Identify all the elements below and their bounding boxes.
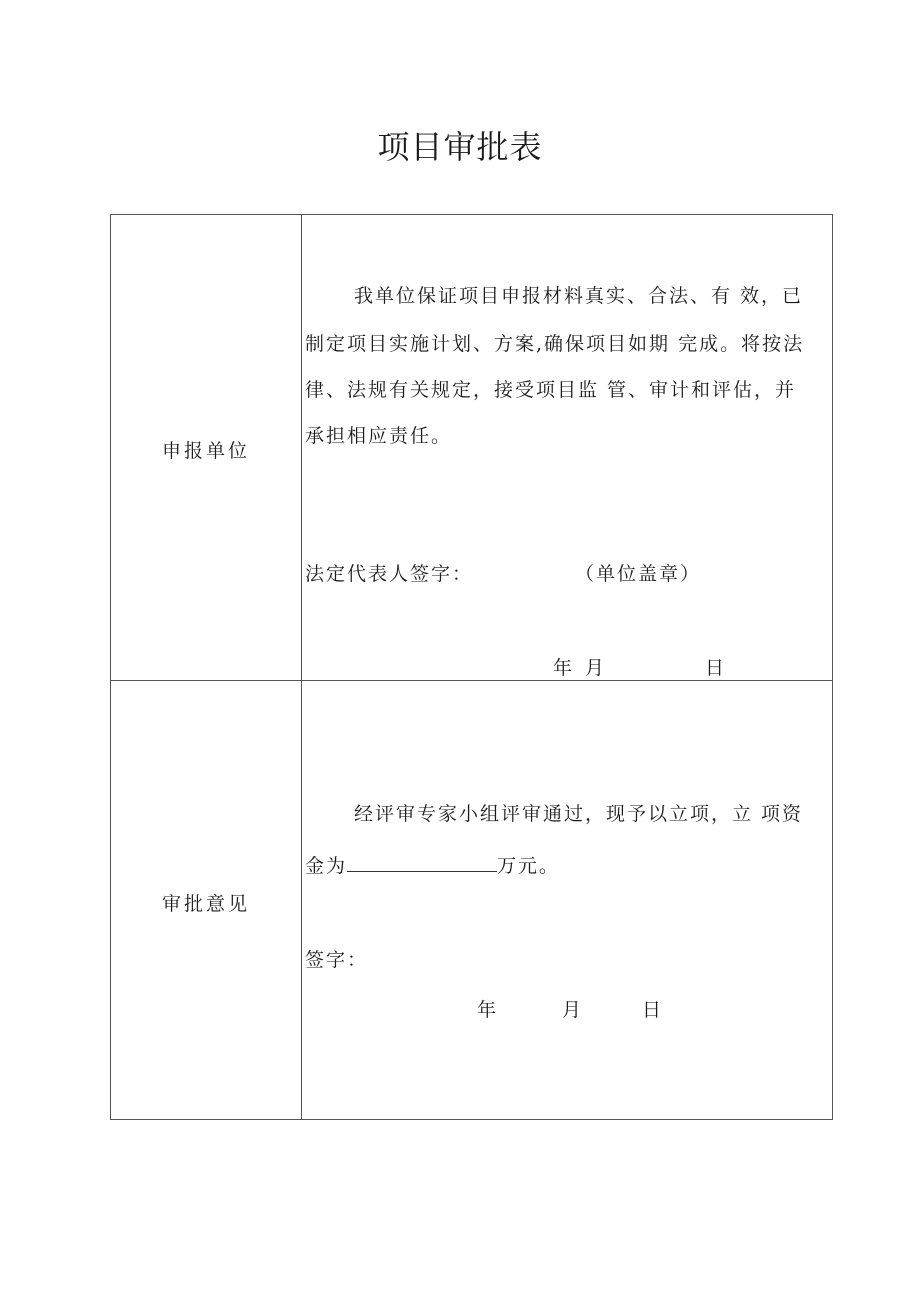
- approval-date-month: 月: [562, 999, 582, 1021]
- applicant-unit-label: 申报单位: [161, 440, 250, 462]
- approval-line-2: [305, 851, 560, 878]
- approval-date-day: 日: [642, 999, 662, 1021]
- fund-amount-blank[interactable]: [347, 851, 497, 872]
- page-title: 项目审批表: [377, 128, 543, 166]
- fund-amount-suffix: 万元。: [497, 855, 561, 877]
- legal-representative-signature-label: 法定代表人签字：: [305, 563, 474, 585]
- approval-date-year: 年: [477, 999, 497, 1021]
- declaration-line-4: 承担相应责任。: [305, 425, 453, 447]
- applicant-date-day: 日: [705, 657, 725, 679]
- applicant-date-year: 年: [553, 657, 573, 679]
- declaration-line-1: 我单位保证项目申报材料真实、合法、有 效，已: [354, 285, 804, 307]
- approval-form-table: [110, 214, 833, 1120]
- row-divider: [111, 680, 832, 681]
- declaration-line-2: 制定项目实施计划、方案,确保项目如期 完成。将按法: [305, 333, 805, 355]
- approver-signature-label: 签字：: [305, 949, 369, 971]
- approval-opinion-label: 审批意见: [161, 893, 250, 915]
- column-divider: [301, 215, 302, 1119]
- applicant-date-month: 月: [585, 657, 605, 679]
- declaration-line-3: 律、法规有关规定，接受项目监 管、审计和评估，并: [305, 379, 797, 401]
- unit-seal-label: （单位盖章）: [575, 563, 702, 585]
- fund-amount-prefix: 金为: [305, 855, 348, 877]
- approval-line-1: 经评审专家小组评审通过，现予以立项，立 项资: [354, 803, 804, 825]
